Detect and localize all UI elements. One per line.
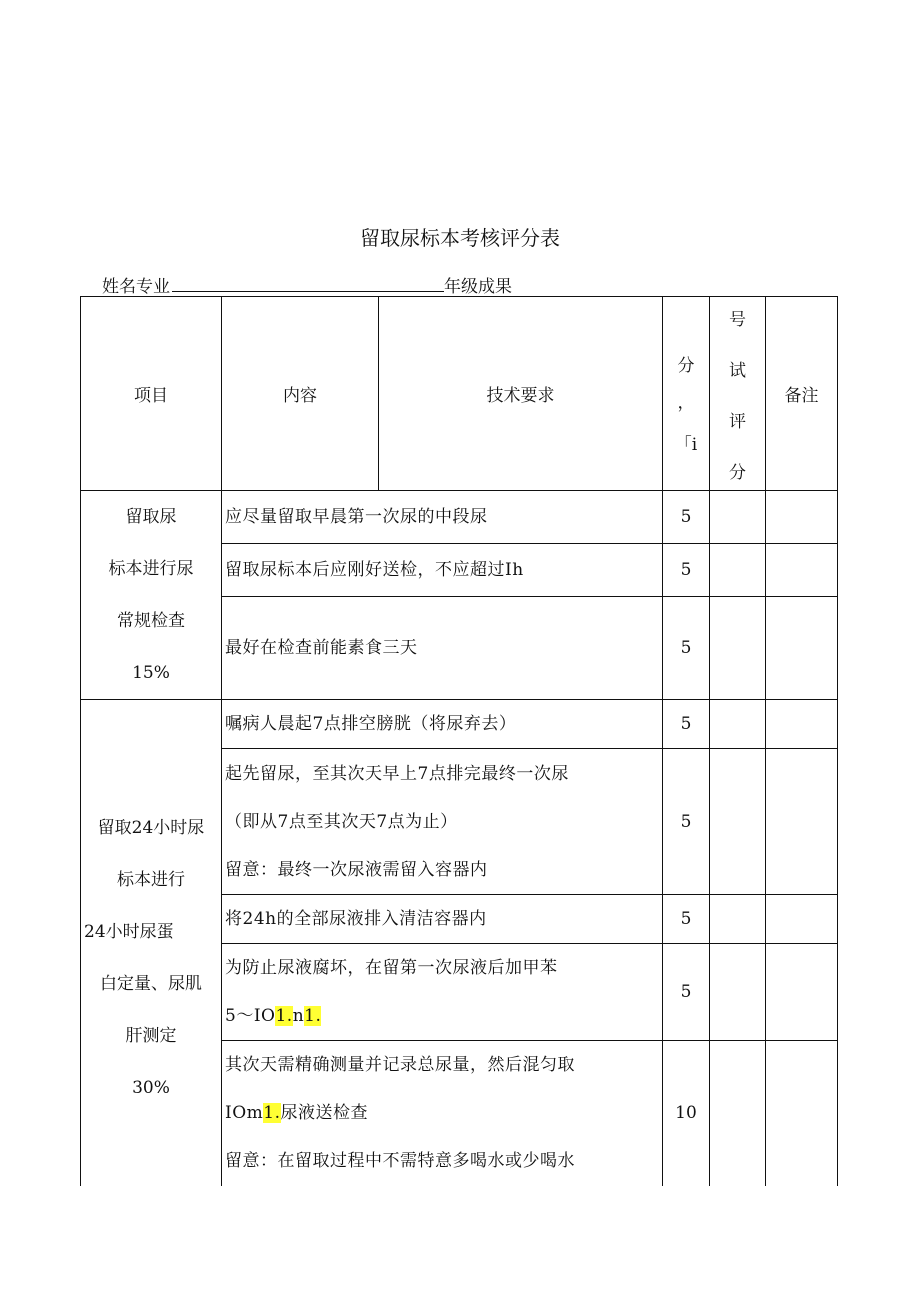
info-right-label: 年级成果 — [444, 277, 512, 297]
requirement-cell — [222, 895, 663, 944]
requirement-cell — [222, 944, 663, 1041]
requirement-cell — [222, 700, 663, 749]
header-test-char-1: 号 — [729, 309, 746, 330]
remark-cell — [766, 895, 838, 944]
test-score-cell — [710, 749, 766, 895]
table-row — [81, 700, 838, 749]
section2-item-line: 留取24小时尿 — [97, 817, 205, 838]
requirement-text: IOm — [225, 1103, 264, 1124]
score-cell: 5 — [663, 944, 710, 1041]
header-test-char-3: 评 — [729, 411, 746, 432]
score-cell: 10 — [663, 1041, 710, 1186]
requirement-cell — [222, 749, 663, 895]
header-remark: 备注 — [766, 297, 838, 491]
info-left-label: 姓名专业 — [102, 277, 170, 297]
section1-item-cell — [81, 491, 222, 700]
requirement-text: n — [292, 1006, 305, 1026]
highlighted-text: 1. — [263, 1103, 281, 1124]
requirement-line: 留意：最终一次尿液需留入容器内 — [225, 859, 488, 880]
requirement-line: 为防止尿液腐坏，在留第一次尿液后加甲苯 — [225, 958, 558, 978]
test-score-cell — [710, 895, 766, 944]
header-test-score — [710, 297, 766, 491]
remark-cell — [766, 596, 838, 699]
header-test-char-4: 分 — [729, 462, 746, 483]
header-score — [663, 297, 710, 491]
name-blank — [172, 277, 444, 292]
table-row — [81, 491, 838, 544]
page-title: 留取尿标本考核评分表 — [360, 226, 560, 250]
score-cell: 5 — [663, 895, 710, 944]
remark-cell — [766, 491, 838, 544]
score-cell: 5 — [663, 491, 710, 544]
highlighted-text: 1. — [304, 1006, 322, 1026]
section2-item-line: 肝测定 — [125, 1025, 177, 1046]
section1-item-line: 常规检查 — [117, 611, 185, 631]
remark-cell — [766, 543, 838, 596]
header-test-char-2: 试 — [729, 360, 746, 381]
requirement-line: （即从7点至其次天7点为止） — [225, 811, 458, 832]
requirement-text: 尿液送检查 — [280, 1103, 369, 1124]
remark-cell — [766, 1041, 838, 1186]
requirement-line: 嘱病人晨起7点排空膀胱（将尿弃去） — [225, 714, 517, 734]
student-info-line — [102, 272, 512, 297]
score-cell: 5 — [663, 596, 710, 699]
requirement-text: 5～IO — [225, 1006, 276, 1026]
header-content: 内容 — [222, 297, 379, 491]
requirement-line: 其次天需精确测量并记录总尿量，然后混匀取 — [225, 1055, 575, 1076]
score-table — [80, 296, 838, 1186]
requirement-line — [225, 1089, 662, 1137]
requirement-line: 留意：在留取过程中不需特意多喝水或少喝水 — [225, 1151, 575, 1172]
remark-cell — [766, 749, 838, 895]
section2-item-line: 30% — [132, 1077, 170, 1098]
test-score-cell — [710, 944, 766, 1041]
header-score-char-3: 「i — [674, 434, 698, 455]
test-score-cell — [710, 491, 766, 544]
requirement-cell: 应尽量留取早晨第一次尿的中段尿 — [222, 491, 663, 544]
section2-item-line: 标本进行 — [117, 869, 185, 890]
header-row — [81, 297, 838, 491]
header-requirement: 技术要求 — [379, 297, 663, 491]
section2-item-line: 24小时尿蛋 — [84, 921, 174, 942]
requirement-line: 起先留尿，至其次天早上7点排完最终一次尿 — [225, 763, 569, 784]
remark-cell — [766, 944, 838, 1041]
section2-item-cell — [81, 700, 222, 1186]
highlighted-text: 1. — [275, 1006, 293, 1026]
header-score-char-2: ， — [677, 392, 695, 413]
header-item: 项目 — [81, 297, 222, 491]
section1-item-line: 标本进行尿 — [108, 559, 194, 579]
remark-cell — [766, 700, 838, 749]
test-score-cell — [710, 596, 766, 699]
score-cell: 5 — [663, 543, 710, 596]
header-score-char-1: 分 — [677, 355, 695, 376]
requirement-cell — [222, 1041, 663, 1186]
section1-item-line: 留取尿 — [125, 507, 177, 527]
score-cell: 5 — [663, 700, 710, 749]
requirement-line: 将24h的全部尿液排入清洁容器内 — [225, 909, 487, 929]
requirement-cell: 最好在检查前能素食三天 — [222, 596, 663, 699]
score-cell: 5 — [663, 749, 710, 895]
test-score-cell — [710, 1041, 766, 1186]
section2-item-line: 白定量、尿肌 — [100, 973, 202, 994]
test-score-cell — [710, 700, 766, 749]
section1-item-line: 15% — [132, 663, 170, 683]
requirement-line — [225, 992, 662, 1040]
requirement-cell: 留取尿标本后应刚好送检，不应超过Ih — [222, 543, 663, 596]
test-score-cell — [710, 543, 766, 596]
